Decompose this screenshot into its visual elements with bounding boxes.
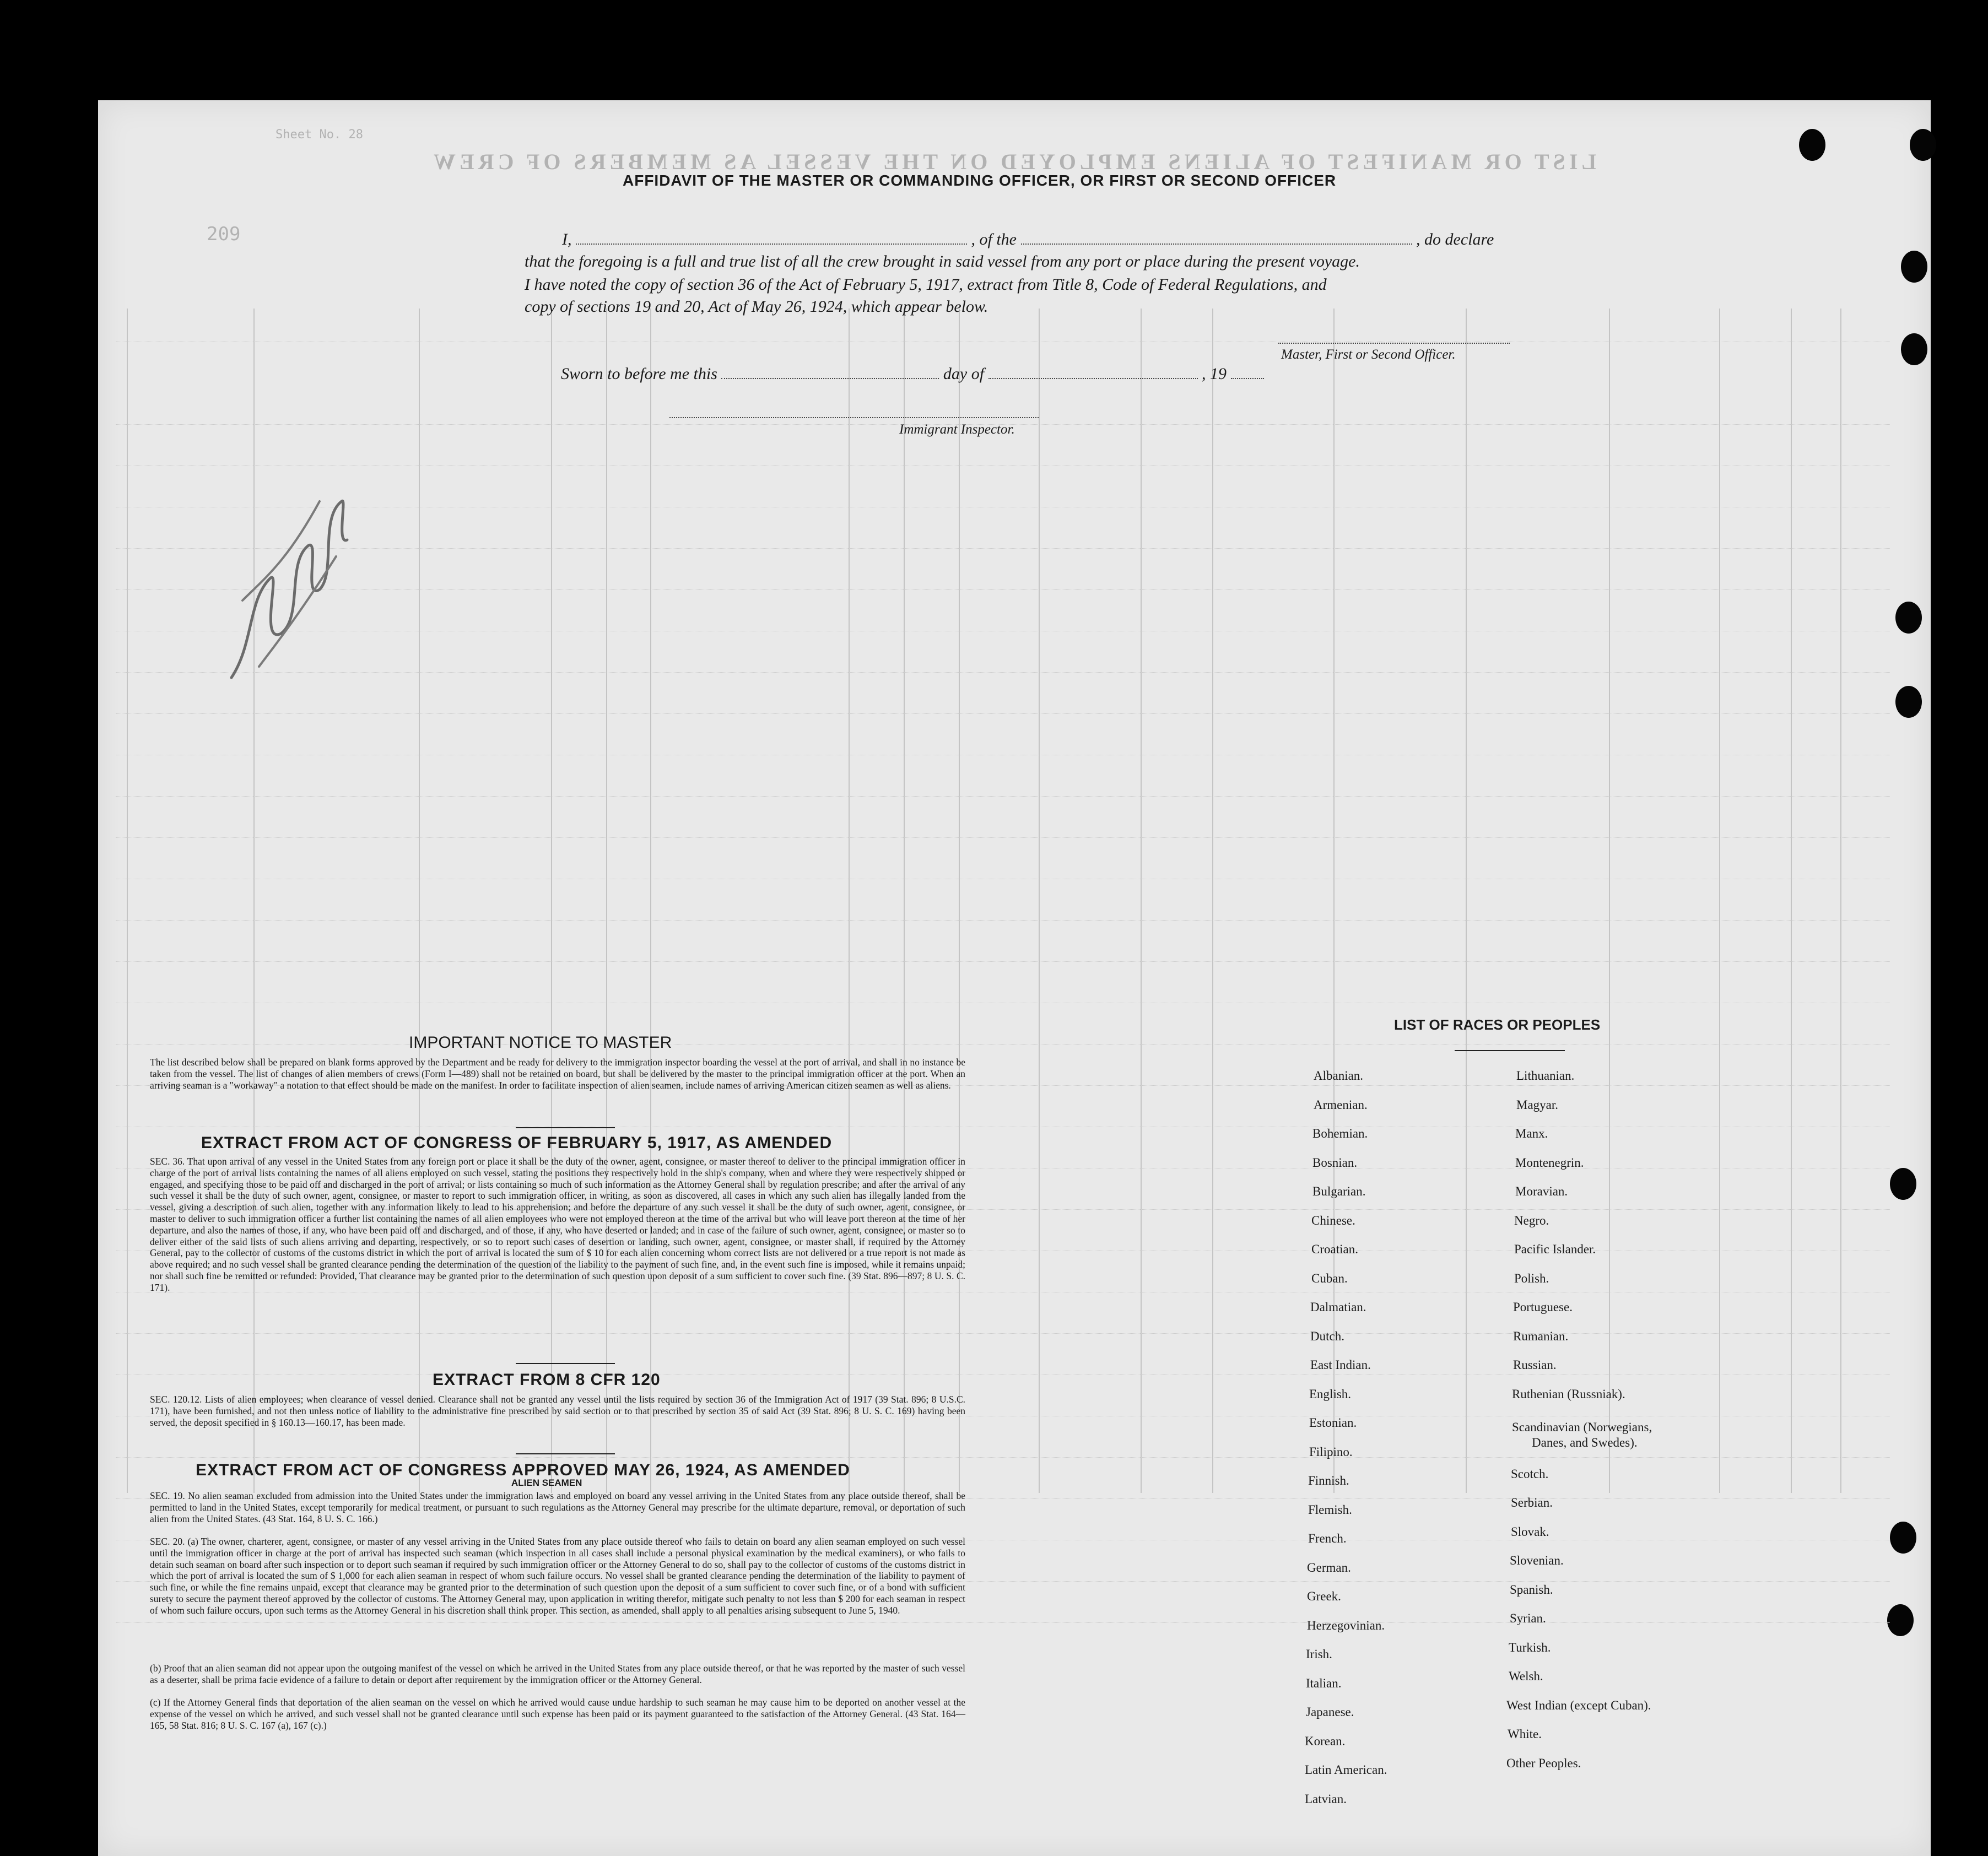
inspector-signature-line [669,417,1039,418]
vessel-blank [1021,231,1412,245]
race-item: Turkish. [1509,1641,1551,1654]
race-item: Scotch. [1511,1467,1549,1481]
race-item: Manx. [1515,1127,1548,1140]
inspector-label: Immigrant Inspector. [899,422,1015,437]
binder-hole [1910,129,1936,161]
race-item: East Indian. [1310,1358,1371,1372]
affidavit-line1-a: I, [562,230,572,248]
race-item: Chinese. [1311,1214,1355,1227]
affidavit-line2: that the foregoing is a full and true list of all the crew brought in said vessel from any port or place during the present voyage. [525,252,1360,270]
divider [516,1453,615,1454]
race-item: Russian. [1513,1358,1557,1372]
race-item: Danes, and Swedes). [1532,1436,1638,1449]
race-item: Flemish. [1308,1503,1352,1517]
grid-row [116,1457,1890,1458]
affidavit-line4: copy of sections 19 and 20, Act of May 26, 1924, which appear below. [525,297,988,316]
grid-line [1840,309,1841,1493]
binder-hole [1895,686,1922,718]
binder-hole [1901,251,1927,283]
grid-line [1039,309,1040,1493]
race-item: Irish. [1306,1647,1332,1661]
grid-row [116,837,1890,838]
sworn-label-a: Sworn to before me this [561,365,717,383]
race-item: West Indian (except Cuban). [1506,1698,1651,1712]
race-item: Greek. [1307,1589,1341,1603]
race-item: Slovak. [1511,1525,1549,1539]
affidavit-declaration-line [562,230,1494,249]
race-item: Other Peoples. [1506,1756,1581,1770]
race-item: Japanese. [1306,1705,1354,1719]
race-item: Moravian. [1515,1184,1568,1198]
race-item: French. [1308,1532,1347,1545]
race-item: English. [1309,1387,1352,1401]
grid-row [116,713,1890,714]
sec20b-body: (b) Proof that an alien seaman did not appear upon the outgoing manifest of the vessel on which he arrived in the United States from any place outside thereof, or that he was reported by the master of such vessel as a deserter, shall be prima facie evidence of a failure to detain or deport after requirement by the immigration officer or the Attorney General. [150,1663,965,1685]
race-item: Syrian. [1510,1611,1546,1625]
race-item: Lithuanian. [1516,1069,1575,1083]
race-item: Welsh. [1509,1669,1543,1683]
bleed-through-title: LIST OR MANIFEST OF ALIENS EMPLOYED ON THE VESSEL AS MEMBERS OF CREW [430,149,1597,174]
race-item: Bosnian. [1312,1156,1358,1170]
affidavit-line1-b: , of the [971,230,1017,248]
bleed-through-sheet-number: Sheet No. 28 [275,128,363,142]
grid-row [116,1622,1890,1623]
grid-line [849,309,850,1493]
race-item: Portuguese. [1513,1300,1573,1314]
binder-hole [1890,1522,1916,1554]
races-title: LIST OF RACES OR PEOPLES [1394,1016,1601,1033]
grid-line [1719,309,1720,1493]
race-item: Rumanian. [1513,1329,1569,1343]
grid-line [1333,309,1335,1493]
divider [516,1363,615,1364]
grid-line [606,309,607,1493]
grid-line [650,309,651,1493]
sworn-label-b: day of [943,365,985,383]
handwritten-signature-bleedthrough [209,435,364,689]
affidavit-title: AFFIDAVIT OF THE MASTER OR COMMANDING OFFICER, OR FIRST OR SECOND OFFICER [623,172,1337,189]
race-item: Finnish. [1308,1474,1349,1487]
binder-hole [1895,602,1922,634]
race-item: Armenian. [1314,1098,1368,1112]
race-item: Cuban. [1311,1271,1348,1285]
race-item: Latin American. [1305,1763,1387,1777]
race-item: Bohemian. [1312,1127,1368,1140]
race-item: Bulgarian. [1312,1184,1366,1198]
bleed-through-page-number: 209 [207,223,241,245]
sworn-line [561,365,1264,383]
name-blank [576,231,967,245]
divider [516,1127,615,1128]
officer-label: Master, First or Second Officer. [1281,347,1456,362]
race-item: Estonian. [1309,1416,1357,1430]
grid-row [116,1044,1890,1045]
grid-line [1212,309,1213,1493]
race-item: Albanian. [1314,1069,1364,1083]
sec20c-body: (c) If the Attorney General finds that deportation of the alien seaman on the vessel on which he arrived would cause undue hardship to such seaman he may cause him to be deported on another vessel at the expense of the vessel on which he arrived, and such vessel shall not be granted clearance until such expense has been paid or its payment guaranteed to the satisfaction of the Attorney General. (43 Stat. 164—165, 58 Stat. 816; 8 U. S. C. 167 (a), 167 (c).) [150,1697,965,1731]
race-item: Montenegrin. [1515,1156,1584,1170]
race-item: Dalmatian. [1310,1300,1366,1314]
grid-line [1141,309,1142,1493]
grid-line [1466,309,1467,1493]
grid-line [127,309,128,1493]
grid-row [116,796,1890,797]
extract-1917-body: SEC. 36. That upon arrival of any vessel in the United States from any foreign port or place it shall be the duty of the owner, agent, consignee, or master thereof to deliver to the principal immigration officer in charge of the port of arrival lists containing the names of all aliens employed on such vessel, stating the positions they respectively hold in the ship's company, when and where they were respectively shipped or engaged, and specifying those to be paid off and discharged in the port of arrival; or lists containing so much of such information as the Attorney General shall by regulation prescribe; and after the arrival of any such vessel it shall be the duty of such owner, agent, consignee, or master to report to such immigration officer, in writing, as soon as discovered, all cases in which any such alien has illegally landed from the vessel, giving a description of such alien, together with any information likely to lead to his apprehension; and before the departure of any such vessel it shall be the duty of such owner, agent, consignee, or master to deliver to such immigration officer a further list containing the names of all alien employees who were not employed thereon at the time of the arrival but who will leave port thereon at the time of her departure, and also the names of those, if any, who have been paid off and discharged, and of those, if any, who have deserted or landed; and in case of the failure of such owner, agent, consignee, or master so to deliver either of the said lists of such aliens arriving and departing, respectively, or so to report such cases of desertion or landing, such owner, agent, consignee, or master shall, if required by the Attorney General, pay to the collector of customs of the customs district in which the port of arrival is located the sum of $ 10 for each alien concerning whom correct lists are not delivered or a true report is not made as above required; and no such vessel shall be granted clearance pending the determination of the question of the liability to the payment of such fine, and, in the event such fine is imposed, while it remains unpaid; nor shall such fine be remitted or refunded: Provided, That clearance may be granted prior to the determination of such question upon deposit of a sum sufficient to cover such fine. (39 Stat. 896—897; 8 U. S. C. 171). [150,1156,965,1293]
sec19-body: SEC. 19. No alien seaman excluded from admission into the United States under the immigration laws and employed on board any vessel arriving in the United States from any place outside thereof, shall be permitted to land in the United States, except temporarily for medical treatment, or pursuant to such regulations as the Attorney General may prescribe for the ultimate departure, removal, or deportation of such alien from the United States. (43 Stat. 164, 8 U. S. C. 166.) [150,1490,965,1524]
race-item: Korean. [1305,1734,1346,1748]
grid-line [419,309,420,1493]
race-item: German. [1307,1561,1351,1574]
grid-line [904,309,905,1493]
month-blank [988,366,1198,379]
race-item: Filipino. [1309,1445,1353,1459]
grid-row [116,672,1890,673]
grid-row [116,920,1890,921]
affidavit-line1-c: , do declare [1416,230,1494,248]
race-item: Polish. [1514,1271,1549,1285]
notice-body: The list described below shall be prepared on blank forms approved by the Department and be ready for delivery to the immigration inspector boarding the vessel at the port of arrival, and shall in no instance be taken from the vessel. The list of changes of alien members of crews (Form I—489) shall not be retained on board, but shall be delivered by the master to the principal immigration officer at the port. When an arriving seaman is a "workaway" a notation to that effect should be made on the manifest. In order to facilitate inspection of alien seamen, include names of arriving American citizen seamen as well as aliens. [150,1057,965,1091]
officer-signature-line [1278,343,1510,344]
day-blank [721,366,939,379]
race-item: Slovenian. [1510,1554,1564,1567]
grid-line [551,309,552,1493]
race-item: Croatian. [1311,1242,1358,1256]
race-item: Dutch. [1310,1329,1344,1343]
extract-1917-title: EXTRACT FROM ACT OF CONGRESS OF FEBRUARY 5, 1917, AS AMENDED [201,1134,833,1152]
grid-row [116,548,1890,549]
grid-row [116,1333,1890,1334]
race-item: Magyar. [1516,1098,1559,1112]
grid-line [1791,309,1792,1493]
binder-hole [1887,1604,1914,1636]
binder-hole [1901,333,1927,365]
binder-hole [1890,1168,1916,1200]
race-item: Herzegovinian. [1307,1619,1385,1632]
grid-line [959,309,960,1493]
race-item: Spanish. [1510,1583,1553,1597]
race-item: White. [1508,1727,1542,1741]
extract-cfr-title: EXTRACT FROM 8 CFR 120 [433,1371,661,1389]
extract-1924-title: EXTRACT FROM ACT OF CONGRESS APPROVED MAY 26, 1924, AS AMENDED [196,1461,850,1479]
race-item: Negro. [1514,1214,1549,1227]
race-item: Serbian. [1511,1496,1553,1509]
race-item: Scandinavian (Norwegians, [1512,1420,1652,1434]
grid-row [116,589,1890,590]
binder-hole [1799,129,1825,161]
divider [1455,1050,1565,1051]
notice-title: IMPORTANT NOTICE TO MASTER [409,1033,672,1052]
race-item: Latvian. [1305,1792,1347,1806]
grid-row [116,961,1890,962]
extract-1924-subtitle: ALIEN SEAMEN [511,1478,582,1488]
year-blank [1231,366,1264,379]
sworn-label-c: , 19 [1202,365,1227,383]
extract-cfr-body: SEC. 120.12. Lists of alien employees; when clearance of vessel denied. Clearance shall not be granted any vessel until the lists required by section 36 of the Immigration Act of 1917 (39 Stat. 896; 8 U.S.C. 171), have been furnished, and not then unless notice of liability to the administrative fine prescribed by said section or to that prescribed by section 35 of said Act (39 Stat. 896; 8 U. S. C. 169) having been served, the deposit specified in § 160.13—160.17, has been made. [150,1394,965,1428]
race-item: Ruthenian (Russniak). [1512,1387,1625,1401]
affidavit-line3: I have noted the copy of section 36 of the Act of February 5, 1917, extract from Title 8, Code of Federal Regulations, and [525,275,1327,294]
race-item: Pacific Islander. [1514,1242,1596,1256]
race-item: Italian. [1306,1676,1342,1690]
grid-line [1609,309,1610,1493]
sec20a-body: SEC. 20. (a) The owner, charterer, agent, consignee, or master of any vessel arriving in the United States from any place outside thereof who fails to detain on board any alien seaman employed on such vessel until the immigration officer in charge at the port of arrival has inspected such seaman (which inspection in all cases shall include a personal physical examination by the medical examiners), or who fails to detain such seaman on board after such inspection or to deport such seaman if required by such immigration officer or the Attorney General to do so, shall pay to the collector of customs of the customs district in which the port of arrival is located the sum of $ 1,000 for each alien seaman in respect of whom such failure occurs. No vessel shall be granted clearance pending the determination of the liability to payment of such fine, or while the fine remains unpaid, except that clearance may be granted prior to the determination of such question upon the deposit of a sum sufficient to cover such fine, or of a bond with sufficient surety to secure the payment thereof approved by the collector of customs. The Attorney General may, upon application in writing therefor, mitigate such penalty to not less than $ 200 for each seaman in respect of whom such failure occurs, upon such terms as the Attorney General in his discretion shall think proper. This section, as amended, shall apply to all penalties arising subsequent to June 5, 1940. [150,1536,965,1616]
